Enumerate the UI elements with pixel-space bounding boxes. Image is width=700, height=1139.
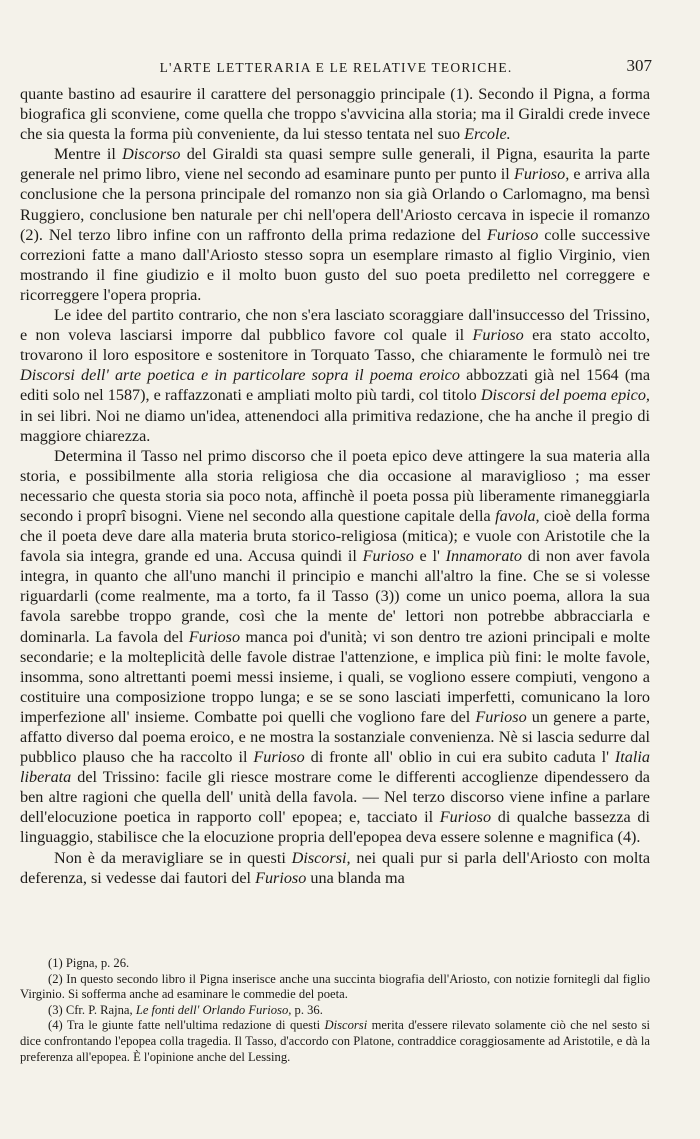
text-run: una blanda ma [306,868,405,887]
italic-text: Discorsi dell' arte poetica e in particolare sopra il poema eroico [20,366,460,385]
text-run: merita d'essere rilevato solamente ciò che nel sesto si dice confrontando l'epopea colla tragedia. Il Tasso, d'accordo con Platone, contraddice coraggiosamente ad Aristotile, e dà la preferenza all'epopea. È l'opinione anche del Lessing. [20,1018,650,1064]
main-text [20,84,650,888]
paragraph-closing [20,848,650,888]
text-run: Le idee del partito contrario, che non s'era lasciato scoraggiare dall'insuccesso del Trissino, e non voleva lasciarsi imporre dal pubblico favore col quale il [20,306,650,345]
text-run: di non aver favola integra, in quanto che all'uno manchi il principio e manchi all'altro la fine. Che se si volesse riguardarli (come realmente, ma a torto, fa il Tasso (3)) come un unico poema, allora la sua favola sarebbe troppo grande, così che la mente de' lettori non potrebbe abbracciarla e dominarla. La favola del [20,547,650,646]
italic-text: Furioso [253,748,305,767]
italic-text: Furioso [439,808,492,827]
italic-text: Discorso [122,145,181,164]
footnotes [20,956,650,1065]
text-run: abbozzati già nel 1564 (ma editi solo nel 1587), e raffazzonati e ampliati molto più tardi, col titolo [20,366,650,405]
italic-text: Le fonti dell' Orlando Furioso, [135,1002,292,1017]
text-run: colle successive correzioni fatte a mano dall'Ariosto stesso sopra un esemplare rimasto al figlio Virginio, vien mostrando il fine giudizio e il molto buon gusto del suo poeta prediletto nel correggere e ricorreggere l'opera propria. [20,225,651,304]
text-run: era stato accolto, trovarono il loro espositore e sostenitore in Torquato Tasso, che chiaramente le formulò nei tre [20,326,650,365]
text-run: del Giraldi sta quasi sempre sulle generali, il Pigna, esaurita la parte generale nel primo libro, viene nel secondo ad esaminare punto per punto il [20,145,650,184]
text-run: in sei libri. Noi ne diamo un'idea, attenendoci alla primitiva redazione, che ha anche il pregio di maggiore chiarezza. [20,406,650,445]
text-run: un genere a parte, affatto diverso dal poema eroico, e ne mostra la sostanziale convenienza. Nè si lascia sedurre dal pubblico plauso che ha raccolto il [20,707,650,767]
text-run: Mentre il [54,145,123,164]
text-run: (2) In questo secondo libro il Pigna inserisce anche una succinta biografia dell'Ariosto, con notizie fornitegli dal figlio Virginio. Si sofferma anche ad esaminare le commedie del poeta. [20,971,650,1002]
italic-text: Innamorato [445,547,523,566]
footnote-1 [20,956,650,972]
italic-text: Furioso [188,627,241,646]
page-header [20,56,652,78]
text-run: (3) Cfr. P. Rajna, [48,1002,136,1017]
italic-text: Italia liberata [20,748,650,787]
italic-text: Discorsi del poema epico, [480,386,650,405]
paragraph-continuation [20,84,650,144]
italic-text: Furioso [255,868,307,887]
paragraph-tasso-discorsi [20,446,650,848]
italic-text: Furioso [362,547,414,566]
text-run: e arriva alla conclusione che la persona principale del romanzo non sia già Orlando o Carlomagno, ma bensì Ruggiero, conclusione ben naturale per chi nell'opera dell'Ariosto cercava in ispecie il romanzo (2). Nel terzo libro infine con un raffronto della prima redazione del [20,165,650,244]
text-run: Non è da meravigliare se in questi [54,848,292,867]
italic-text: Furioso [475,707,527,726]
italic-text: Discorsi, [291,848,351,867]
text-run: di qualche bassezza di linguaggio, stabilisce che la elocuzione propria dell'epopea deva essere solenne e magnifica (4). [20,808,650,847]
italic-text: favola, [495,506,540,525]
italic-text: Furioso [487,225,539,244]
text-run: Determina il Tasso nel primo discorso che il poeta epico deve attingere la sua materia alla storia, e possibilmente alla storia religiosa che dia occasione al maraviglioso ; ma esser necessario che questa storia sia poco nota, affinchè il poeta possa più liberamente rimaneggiarla secondo i proprî bisogni. Viene nel secondo alla questione capitale della [20,446,650,525]
italic-text: Ercole. [464,125,511,144]
text-run: nei quali pur si parla dell'Ariosto con molta deferenza, si vedesse dai fautori del [20,848,651,887]
text-run: e l' [413,547,446,566]
paragraph-tasso-intro [20,305,650,446]
footnote-2 [20,972,650,1003]
text-run: del Trissino: facile gli riesce mostrare come le differenti accoglienze dipendessero da ben altre ragioni che quella dell' unità della favola. — Nel terzo discorso viene infine a parlare dell'elocuzione poetica in rapporto coll' epopea; e, tacciato il [20,768,650,827]
text-run: quante bastino ad esaurire il carattere del personaggio principale (1). Secondo il Pigna, a forma biografica gli sconviene, come quella che troppo s'avvicina alla storia; ma il Giraldi crede invece che sia questa la forma più conveniente, da lui stesso tentata nel suo [20,85,650,144]
running-head: L'ARTE LETTERARIA E LE RELATIVE TEORICHE. [159,60,513,75]
italic-text: Furioso, [513,165,570,184]
text-run: di fronte all' oblio in cui era subito caduta l' [304,748,615,767]
footnote-4 [20,1018,650,1065]
text-run: manca poi d'unità; vi son dentro tre azioni principali e molte secondarie; e la molteplicità delle favole distrae l'attenzione, e implica più fini: le molte favole, insomma, sono altrettanti poemi messi insieme, i quali, se vogliono essere compiuti, vengono a costituire una composizione troppo lunga; e se se sono lasciati imperfetti, comunicano la loro imperfezione all' insieme. Combatte poi quelli che vogliono fare del [20,627,651,726]
paragraph-giraldi-pigna [20,144,650,305]
text-run: (1) Pigna, p. 26. [48,956,130,970]
text-run: cioè della forma che il poeta deve dare alla materia bruta storico-religiosa (mitica); e vuole con Aristotile che la favola sia integra, grande ed una. Accusa quindi il [20,506,650,566]
italic-text: Discorsi [324,1018,368,1033]
text-run: (4) Tra le giunte fatte nell'ultima redazione di questi [48,1018,325,1033]
footnote-3 [20,1003,650,1019]
page-number: 307 [626,56,652,75]
text-run: p. 36. [291,1002,323,1017]
italic-text: Furioso [472,326,524,345]
